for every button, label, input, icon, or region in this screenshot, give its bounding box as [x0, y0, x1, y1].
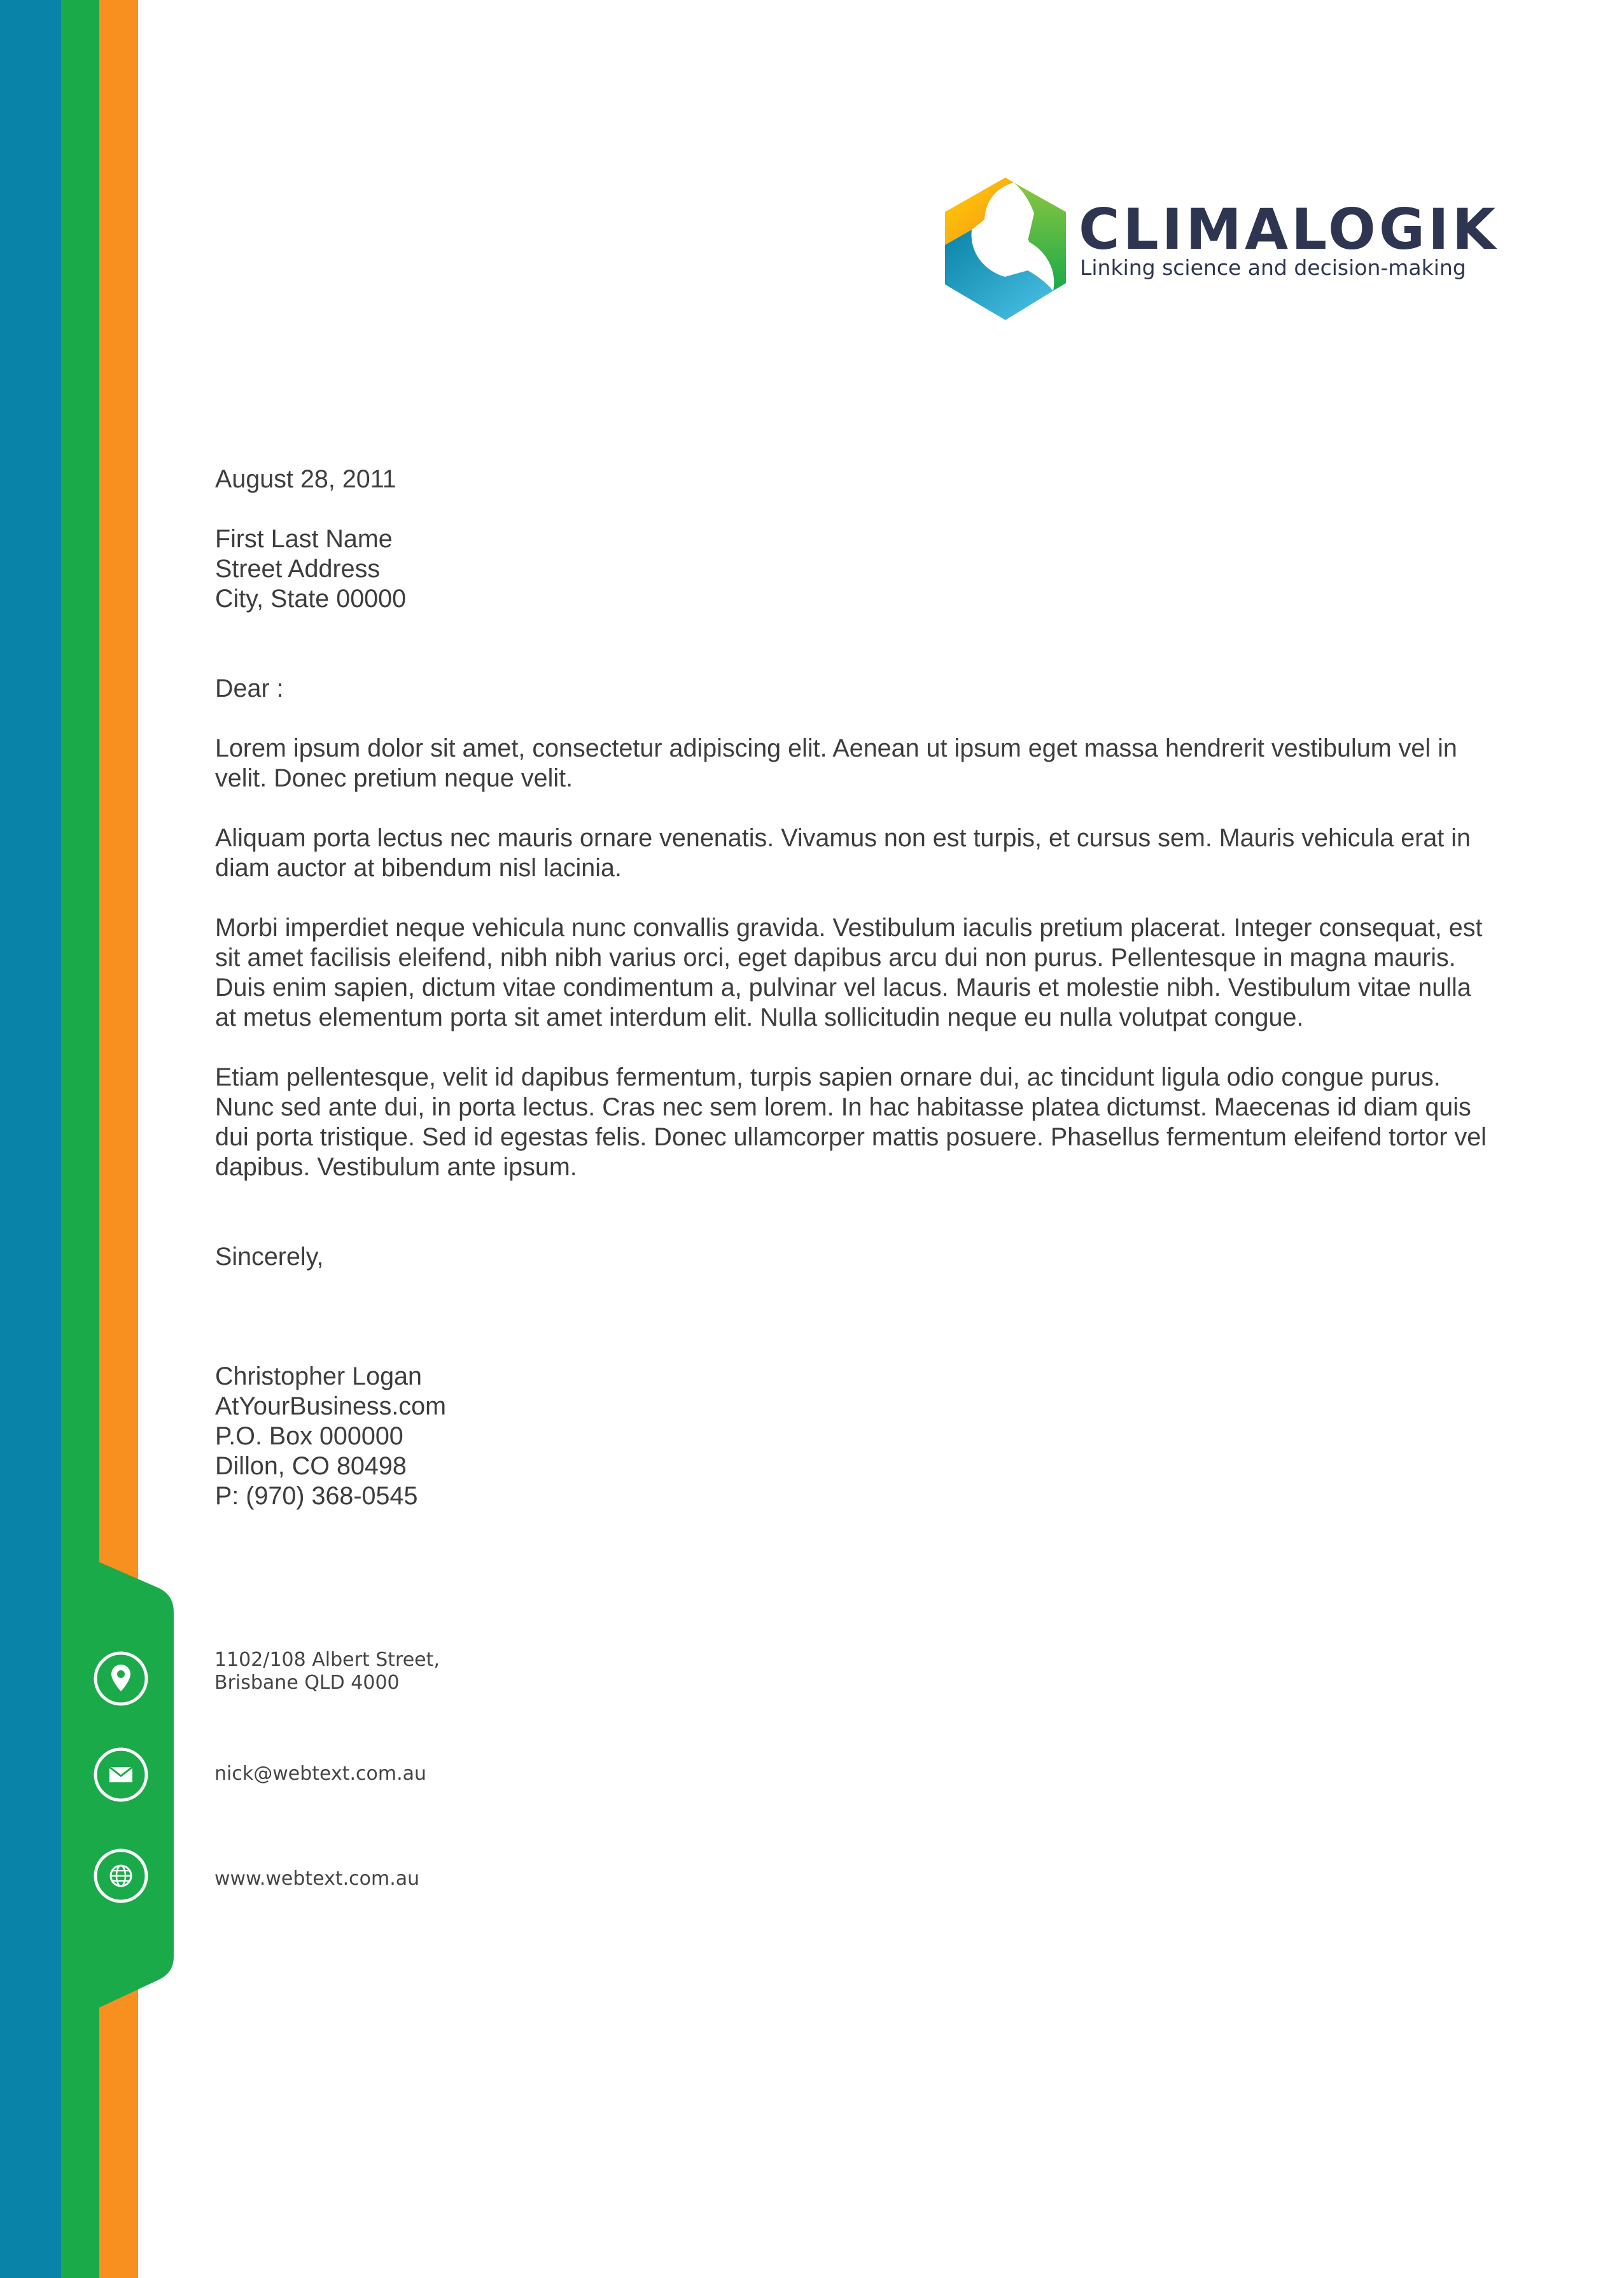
recipient-block: [215, 524, 1488, 614]
recipient-street: Street Address: [215, 555, 381, 583]
contact-website[interactable]: www.webtext.com.au: [214, 1868, 420, 1890]
logo-tagline: Linking science and decision-making: [1080, 255, 1466, 280]
salutation: Dear :: [215, 674, 284, 702]
signature-po-box: P.O. Box 000000: [215, 1422, 403, 1450]
recipient-city: City, State 00000: [215, 585, 407, 613]
signature-company: AtYourBusiness.com: [215, 1392, 447, 1420]
recipient-name: First Last Name: [215, 525, 393, 553]
paragraph: Aliquam porta lectus nec mauris ornare venenatis. Vivamus non est turpis, et cursus sem. Mauris vehicula erat in diam auctor at bibendum nisl lacinia.: [215, 824, 1471, 882]
letter-body: [215, 465, 1488, 1511]
signature-block: [215, 1362, 1488, 1511]
paragraph: Morbi imperdiet neque vehicula nunc convallis gravida. Vestibulum iaculis pretium placerat. Integer consequat, est sit amet facilisis eleifend, nibh nibh varius orci, eget dapibus arcu dui non purus. Pellentesque in magna mauris. Duis enim sapien, dictum vitae condimentum a, pulvinar vel lacus. Mauris et molestie nibh. Vestibulum vitae nulla at metus elementum porta sit amet interdum elit. Nulla sollicitudin neque eu nulla volutpat congue.: [215, 914, 1483, 1031]
logo-mark-icon: [939, 175, 1072, 323]
contact-address: 1102/108 Albert Street, Brisbane QLD 4000: [214, 1649, 440, 1694]
closing: Sincerely,: [215, 1243, 324, 1271]
company-logo: [939, 175, 1499, 328]
envelope-icon: [93, 1747, 149, 1803]
contact-panel: [0, 1562, 178, 2014]
signature-name: Christopher Logan: [215, 1362, 422, 1390]
signature-city: Dillon, CO 80498: [215, 1452, 407, 1480]
logo-wordmark: CLIMALOGIK: [1079, 197, 1499, 262]
paragraph: Etiam pellentesque, velit id dapibus fermentum, turpis sapien ornare dui, ac tincidunt ligula odio congue purus. Nunc sed ante dui, in porta lectus. Cras nec sem lorem. In hac habitasse platea dictumst. Maecenas id diam quis dui porta tristique. Sed id egestas felis. Donec ullamcorper mattis posuere. Phasellus fermentum eleifend tortor vel dapibus. Vestibulum ante ipsum.: [215, 1063, 1487, 1181]
globe-icon: [93, 1848, 149, 1904]
paragraph: Lorem ipsum dolor sit amet, consectetur adipiscing elit. Aenean ut ipsum eget massa hendrerit vestibulum vel in velit. Donec pretium neque velit.: [215, 734, 1457, 792]
location-pin-icon: [93, 1651, 149, 1707]
letter-date: August 28, 2011: [215, 465, 396, 493]
contact-email[interactable]: nick@webtext.com.au: [214, 1763, 427, 1785]
signature-phone: P: (970) 368-0545: [215, 1482, 418, 1510]
